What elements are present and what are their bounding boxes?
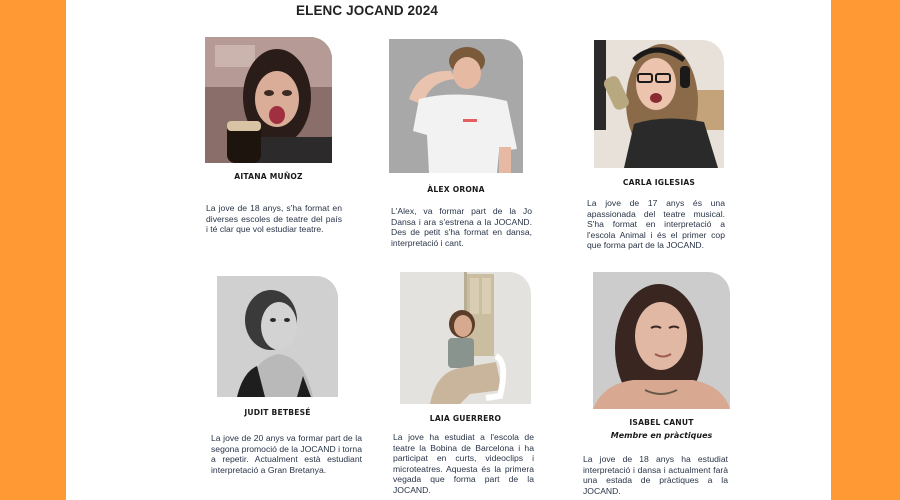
cast-bio: La jove de 18 anys, s'ha format en diverses escoles de teatre del país i té clar que vol estudiar teatre.	[206, 203, 342, 235]
cast-bio: La jove de 18 anys ha estudiat interpretació i dansa i actualment farà una estada de pràctiques a la JOCAND.	[583, 454, 728, 496]
portrait-photo-icon	[593, 272, 730, 409]
portrait-photo-icon	[400, 272, 531, 404]
document-page	[66, 0, 831, 500]
cast-photo-judit	[217, 276, 338, 397]
cast-photo-alex	[389, 39, 523, 173]
cast-photo-aitana	[205, 37, 332, 163]
portrait-photo-icon	[389, 39, 523, 173]
cast-name: ÀLEX ORONA	[427, 185, 485, 194]
cast-name: ISABEL CANUT	[629, 418, 694, 427]
portrait-photo-icon	[217, 276, 338, 397]
cast-photo-isabel	[593, 272, 730, 409]
portrait-photo-icon	[594, 40, 724, 168]
cast-bio: L'Alex, va formar part de la Jo Dansa i ara s'estrena a la JOCAND. Des de petit s'ha format en dansa, interpretació i cant.	[391, 206, 532, 248]
cast-role: Membre en pràctiques	[610, 431, 713, 440]
portrait-photo-icon	[205, 37, 332, 163]
cast-name: LAIA GUERRERO	[429, 414, 502, 423]
cast-name: JUDIT BETBESÉ	[244, 408, 311, 417]
cast-photo-carla	[594, 40, 724, 168]
page-title: ELENC JOCAND 2024	[296, 3, 438, 18]
cast-name: CARLA IGLESIAS	[622, 178, 696, 187]
cast-bio: La jove ha estudiat a l'escola de teatre la Bobina de Barcelona i ha participat en curts, videoclips i microteatres. Aquesta és la primera vegada que forma part de la JOCAND.	[393, 432, 534, 495]
cast-photo-laia	[400, 272, 531, 404]
cast-bio: La jove de 20 anys va formar part de la segona promoció de la JOCAND i torna a repetir. Actualment està estudiant interpretació a Gran Bretanya.	[211, 433, 362, 475]
cast-bio: La jove de 17 anys és una apassionada del teatre musical. S'ha format en interpretació a l'escola Animal i és el primer cop que forma part de la JOCAND.	[587, 198, 725, 251]
cast-name: AITANA MUÑOZ	[234, 172, 303, 181]
